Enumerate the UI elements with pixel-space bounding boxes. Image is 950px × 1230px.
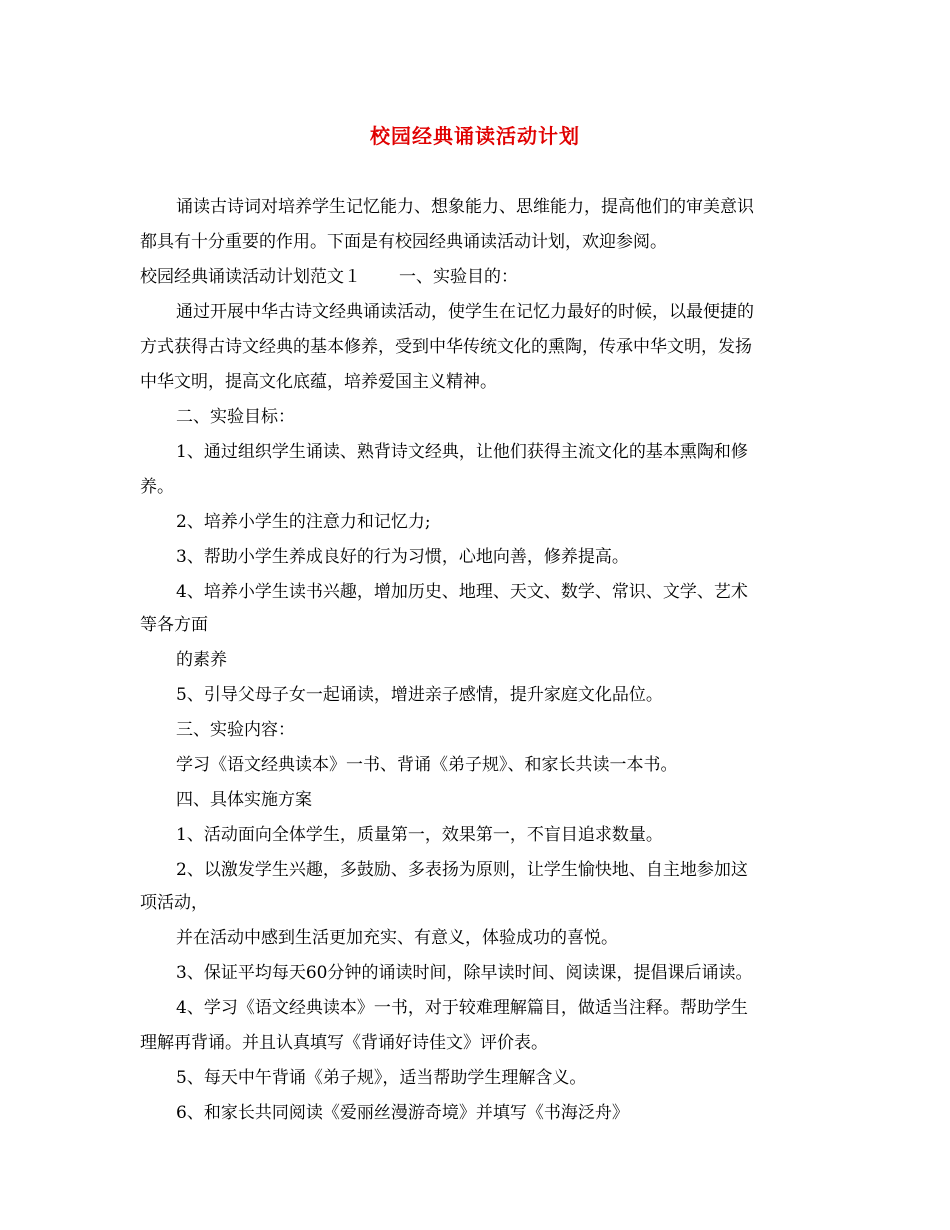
- section-1-line-2: 方式获得古诗文经典的基本修养，受到中华传统文化的熏陶，传承中华文明，发扬: [140, 337, 752, 357]
- goal-1-line-1: 1、通过组织学生诵读、熟背诗文经典，让他们获得主流文化的基本熏陶和修: [176, 442, 748, 462]
- plan-4-line-1: 4、学习《语文经典读本》一书，对于较难理解篇目，做适当注释。帮助学生: [176, 998, 748, 1018]
- section-1-title: 一、实验目的：: [399, 267, 518, 287]
- goal-3: 3、帮助小学生养成良好的行为习惯，心地向善，修养提高。: [176, 547, 629, 567]
- section-3-content: 学习《语文经典读本》一书、背诵《弟子规》、和家长共读一本书。: [176, 755, 678, 775]
- plan-2-line-1: 2、以激发学生兴趣，多鼓励、多表扬为原则，让学生愉快地、自主地参加这: [176, 860, 748, 880]
- goal-2: 2、培养小学生的注意力和记忆力;: [176, 512, 431, 532]
- goal-5: 5、引导父母子女一起诵读，增进亲子感情，提升家庭文化品位。: [176, 685, 663, 705]
- plan-2-line-3: 并在活动中感到生活更加充实、有意义，体验成功的喜悦。: [176, 928, 618, 948]
- section-3-title: 三、实验内容：: [176, 720, 295, 740]
- plan-1: 1、活动面向全体学生，质量第一，效果第一，不盲目追求数量。: [176, 825, 663, 845]
- plan-2-line-2: 项活动，: [140, 893, 208, 913]
- page-title: 校园经典诵读活动计划: [370, 124, 580, 148]
- section-2-title: 二、实验目标：: [176, 407, 295, 427]
- intro-line-2: 都具有十分重要的作用。下面是有校园经典诵读活动计划，欢迎参阅。: [140, 232, 667, 252]
- goal-4-line-1: 4、培养小学生读书兴趣，增加历史、地理、天文、数学、常识、文学、艺术: [176, 582, 748, 602]
- plan-6: 6、和家长共同阅读《爱丽丝漫游奇境》并填写《书海泛舟》: [176, 1103, 629, 1123]
- intro-line-1: 诵读古诗词对培养学生记忆能力、想象能力、思维能力，提高他们的审美意识: [176, 197, 754, 217]
- plan-4-line-2: 理解再背诵。并且认真填写《背诵好诗佳文》评价表。: [140, 1033, 548, 1053]
- goal-1-line-2: 养。: [140, 477, 174, 497]
- goal-4-line-3: 的素养: [176, 650, 227, 670]
- sample-heading-line: [140, 265, 518, 289]
- section-1-line-1: 通过开展中华古诗文经典诵读活动，使学生在记忆力最好的时候，以最便捷的: [176, 302, 754, 322]
- goal-4-line-2: 等各方面: [140, 615, 208, 635]
- plan-5: 5、每天中午背诵《弟子规》，适当帮助学生理解含义。: [176, 1068, 587, 1088]
- plan-3: 3、保证平均每天60分钟的诵读时间，除早读时间、阅读课，提倡课后诵读。: [176, 963, 753, 983]
- sample-label: 校园经典诵读活动计划范文１: [140, 267, 361, 287]
- section-4-title: 四、具体实施方案: [176, 790, 312, 810]
- section-1-line-3: 中华文明，提高文化底蕴，培养爱国主义精神。: [140, 372, 497, 392]
